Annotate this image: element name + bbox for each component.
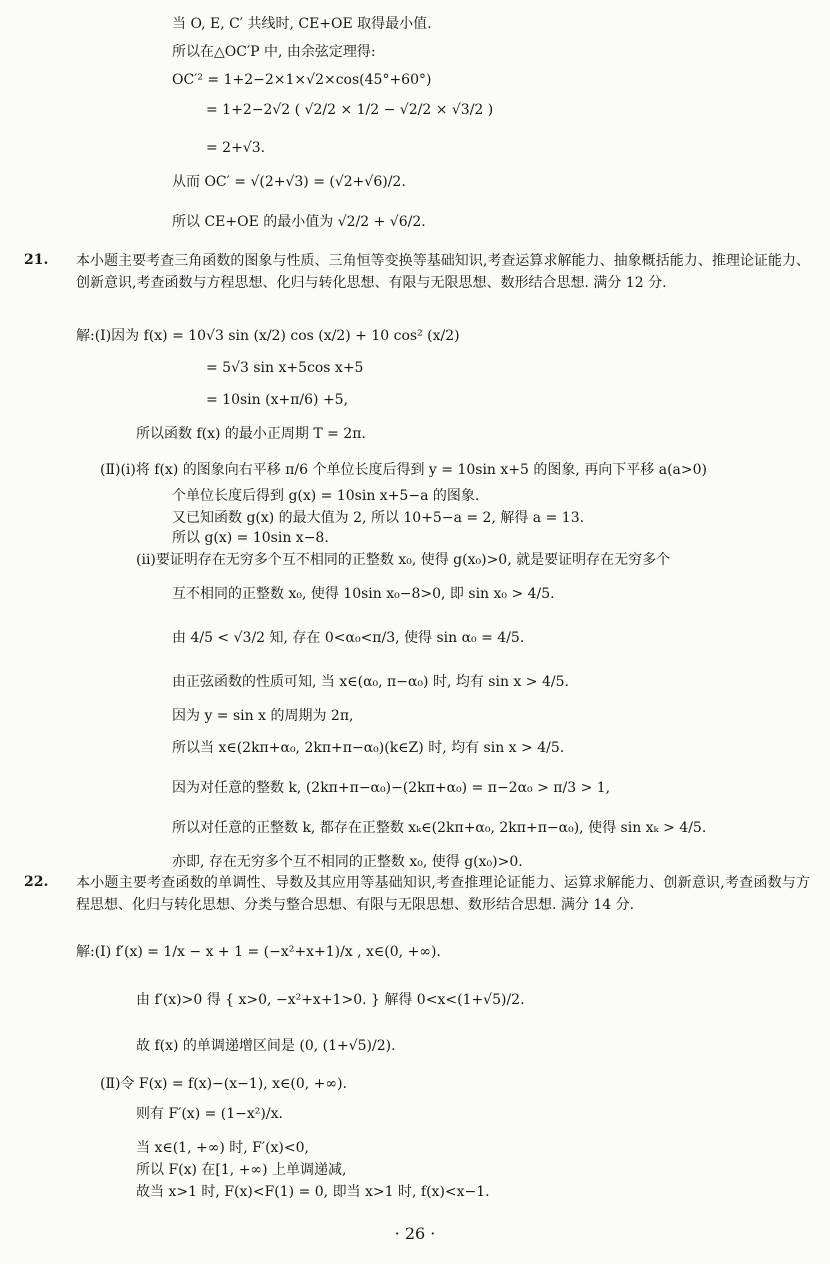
text-line: 所以当 x∈(2kπ+α₀, 2kπ+π−α₀)(k∈Z) 时, 均有 sin x > 4/5. [172,740,565,756]
page-number: · 26 · [394,1224,436,1243]
text-line: 则有 F′(x) = (1−x²)/x. [136,1106,283,1122]
text-line: 又已知函数 g(x) 的最大值为 2, 所以 10+5−a = 2, 解得 a = 13. [172,510,585,526]
text-line: 由正弦函数的性质可知, 当 x∈(α₀, π−α₀) 时, 均有 sin x > 4/5. [172,674,569,690]
text-line: 亦即, 存在无穷多个互不相同的正整数 x₀, 使得 g(x₀)>0. [172,854,523,870]
equation-line: = 2+√3. [206,140,266,156]
text-line: 所以 CE+OE 的最小值为 √2/2 + √6/2. [172,214,426,230]
text-line: 当 O, E, C′ 共线时, CE+OE 取得最小值. [172,16,432,32]
solution-line: 解:(Ⅰ) f′(x) = 1/x − x + 1 = (−x²+x+1)/x , x∈(0, +∞). [76,944,441,960]
text-line: (ⅱ)要证明存在无穷多个互不相同的正整数 x₀, 使得 g(x₀)>0, 就是要证明存在无穷多个 [136,552,671,568]
question-number: 22. [24,874,49,890]
text-line: 由 4/5 < √3/2 知, 存在 0<α₀<π/3, 使得 sin α₀ = 4/5. [172,630,525,646]
solution-line: 解:(Ⅰ)因为 f(x) = 10√3 sin (x/2) cos (x/2) + 10 cos² (x/2) [76,328,460,344]
text-line: 故 f(x) 的单调递增区间是 (0, (1+√5)/2). [136,1038,396,1054]
equation-line: = 1+2−2√2 ( √2/2 × 1/2 − √2/2 × √3/2 ) [206,102,494,118]
text-line: (Ⅱ)(ⅰ)将 f(x) 的图象向右平移 π/6 个单位长度后得到 y = 10sin x+5 的图象, 再向下平移 a(a>0) [100,462,707,478]
text-line: 因为对任意的整数 k, (2kπ+π−α₀)−(2kπ+α₀) = π−2α₀ > π/3 > 1, [172,780,611,796]
text-line: 个单位长度后得到 g(x) = 10sin x+5−a 的图象. [172,488,480,504]
equation-line: = 10sin (x+π/6) +5, [206,392,349,408]
text-line: 所以 F(x) 在[1, +∞) 上单调递减, [136,1162,347,1178]
equation-line: = 5√3 sin x+5cos x+5 [206,360,364,376]
text-line: 当 x∈(1, +∞) 时, F′(x)<0, [136,1140,309,1156]
text-line: 由 f′(x)>0 得 { x>0, −x²+x+1>0. } 解得 0<x<(1+√5)/2. [136,992,525,1008]
text-line: 所以对任意的正整数 k, 都存在正整数 xₖ∈(2kπ+α₀, 2kπ+π−α₀), 使得 sin xₖ > 4/5. [172,820,707,836]
equation-line: OC′² = 1+2−2×1×√2×cos(45°+60°) [172,72,432,88]
question-intro: 本小题主要考查三角函数的图象与性质、三角恒等变换等基础知识,考查运算求解能力、抽象概括能力、推理论证能力、创新意识,考查函数与方程思想、化归与转化思想、有限与无限思想、数形结合思想. 满分 12 分. [76,253,810,291]
equation-line: 从而 OC′ = √(2+√3) = (√2+√6)/2. [172,174,406,190]
text-line: 所以 g(x) = 10sin x−8. [172,530,329,546]
text-line: 所以在△OC′P 中, 由余弦定理得: [172,44,376,60]
text-line: 因为 y = sin x 的周期为 2π, [172,708,354,724]
text-line: 互不相同的正整数 x₀, 使得 10sin x₀−8>0, 即 sin x₀ > 4/5. [172,586,555,602]
text-line: (Ⅱ)令 F(x) = f(x)−(x−1), x∈(0, +∞). [100,1076,347,1092]
question-number: 21. [24,252,49,268]
question-intro: 本小题主要考查函数的单调性、导数及其应用等基础知识,考查推理论证能力、运算求解能力、创新意识,考查函数与方程思想、化归与转化思想、分类与整合思想、有限与无限思想、数形结合思想. 满分 14 分. [76,875,810,913]
text-line: 故当 x>1 时, F(x)<F(1) = 0, 即当 x>1 时, f(x)<x−1. [136,1184,490,1200]
text-line: 所以函数 f(x) 的最小正周期 T = 2π. [136,426,366,442]
